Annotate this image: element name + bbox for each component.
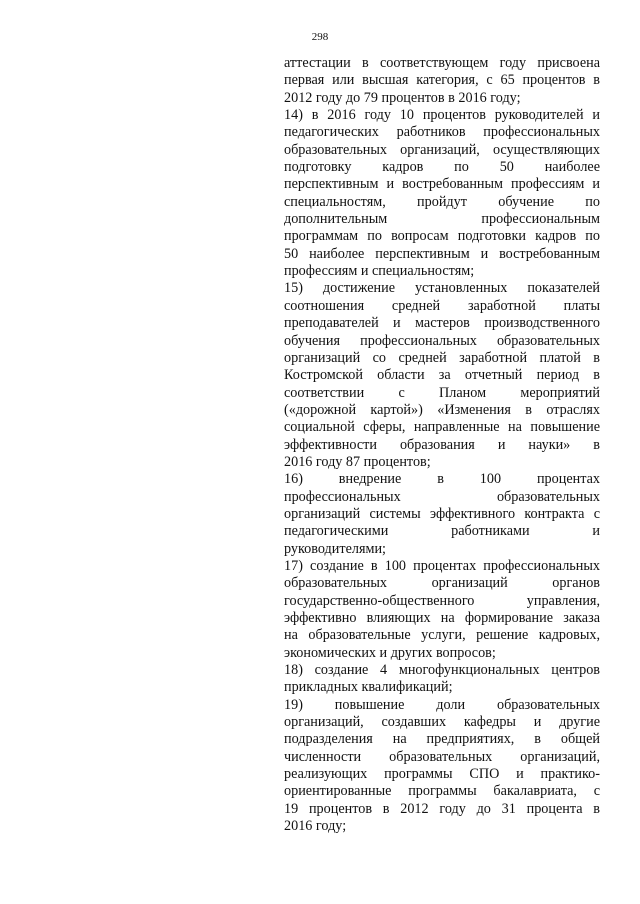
text-line: подразделения на предприятиях, в общей (284, 731, 600, 748)
text-line: организаций со средней заработной платой в (284, 349, 600, 366)
text-line: численности образовательных организаций, (284, 748, 600, 765)
text-line: профессиональных образовательных (284, 488, 600, 505)
text-line: педагогических работников профессиональных (284, 124, 600, 141)
text-line: ориентированные программы бакалавриата, с (284, 783, 600, 800)
text-line: на образовательные услуги, решение кадровых, (284, 627, 600, 644)
text-line: 19) повышение доли образовательных (284, 696, 600, 713)
page-number: 298 (311, 31, 329, 43)
text-line: («дорожной картой») «Изменения в отраслях (284, 401, 600, 418)
text-line: 15) достижение установленных показателей (284, 280, 600, 297)
text-line: соответствии с Планом мероприятий (284, 384, 600, 401)
text-line: организаций системы эффективного контракта с (284, 505, 600, 522)
text-line: социальной сферы, направленные на повышение (284, 419, 600, 436)
text-line: руководителями; (284, 540, 386, 557)
text-line: Костромской области за отчетный период в (284, 367, 600, 384)
text-line: реализующих программы СПО и практико- (284, 766, 600, 783)
text-line: эффективно влияющих на формирование заказа (284, 610, 600, 626)
text-line: 2016 году; (284, 818, 347, 835)
text-line: перспективным и востребованным профессиям и (284, 176, 600, 193)
document-text-column (284, 55, 600, 835)
text-line: экономических и других вопросов; (284, 644, 496, 661)
text-line: организаций, создавших кафедры и другие (284, 714, 600, 731)
text-line: эффективности образования и науки» в (284, 436, 600, 453)
text-line: подготовку кадров по 50 наиболее (284, 159, 600, 176)
text-line: прикладных квалификаций; (284, 679, 453, 696)
text-line: специальностям, пройдут обучение по (284, 193, 600, 210)
text-line: педагогическими работниками и (284, 523, 600, 540)
text-line: образовательных организаций, осуществляющих (284, 141, 600, 158)
text-line: профессиям и специальностям; (284, 263, 475, 280)
text-line: первая или высшая категория, с 65 процентов в (284, 72, 600, 89)
text-line: дополнительным профессиональным (284, 211, 600, 228)
text-line: 14) в 2016 году 10 процентов руководителей и (284, 107, 600, 124)
text-line: государственно-общественного управления, (284, 592, 600, 609)
text-line: 19 процентов в 2012 году до 31 процента в (284, 800, 600, 817)
text-line: аттестации в соответствующем году присвоена (284, 55, 600, 71)
text-line: 2012 году до 79 процентов в 2016 году; (284, 89, 521, 106)
text-line: 17) создание в 100 процентах профессиональных (284, 557, 600, 574)
text-line: 2016 году 87 процентов; (284, 453, 431, 470)
text-line: соотношения средней заработной платы (284, 297, 600, 314)
text-line: обучения профессиональных образовательных (284, 332, 600, 349)
text-line: программам по вопросам подготовки кадров по (284, 228, 600, 245)
text-line: образовательных организаций органов (284, 575, 600, 592)
text-line: преподавателей и мастеров производственного (284, 315, 600, 332)
text-line: 16) внедрение в 100 процентах (284, 471, 600, 488)
text-line: 50 наиболее перспективным и востребованным (284, 245, 600, 262)
text-line: 18) создание 4 многофункциональных центров (284, 662, 600, 679)
